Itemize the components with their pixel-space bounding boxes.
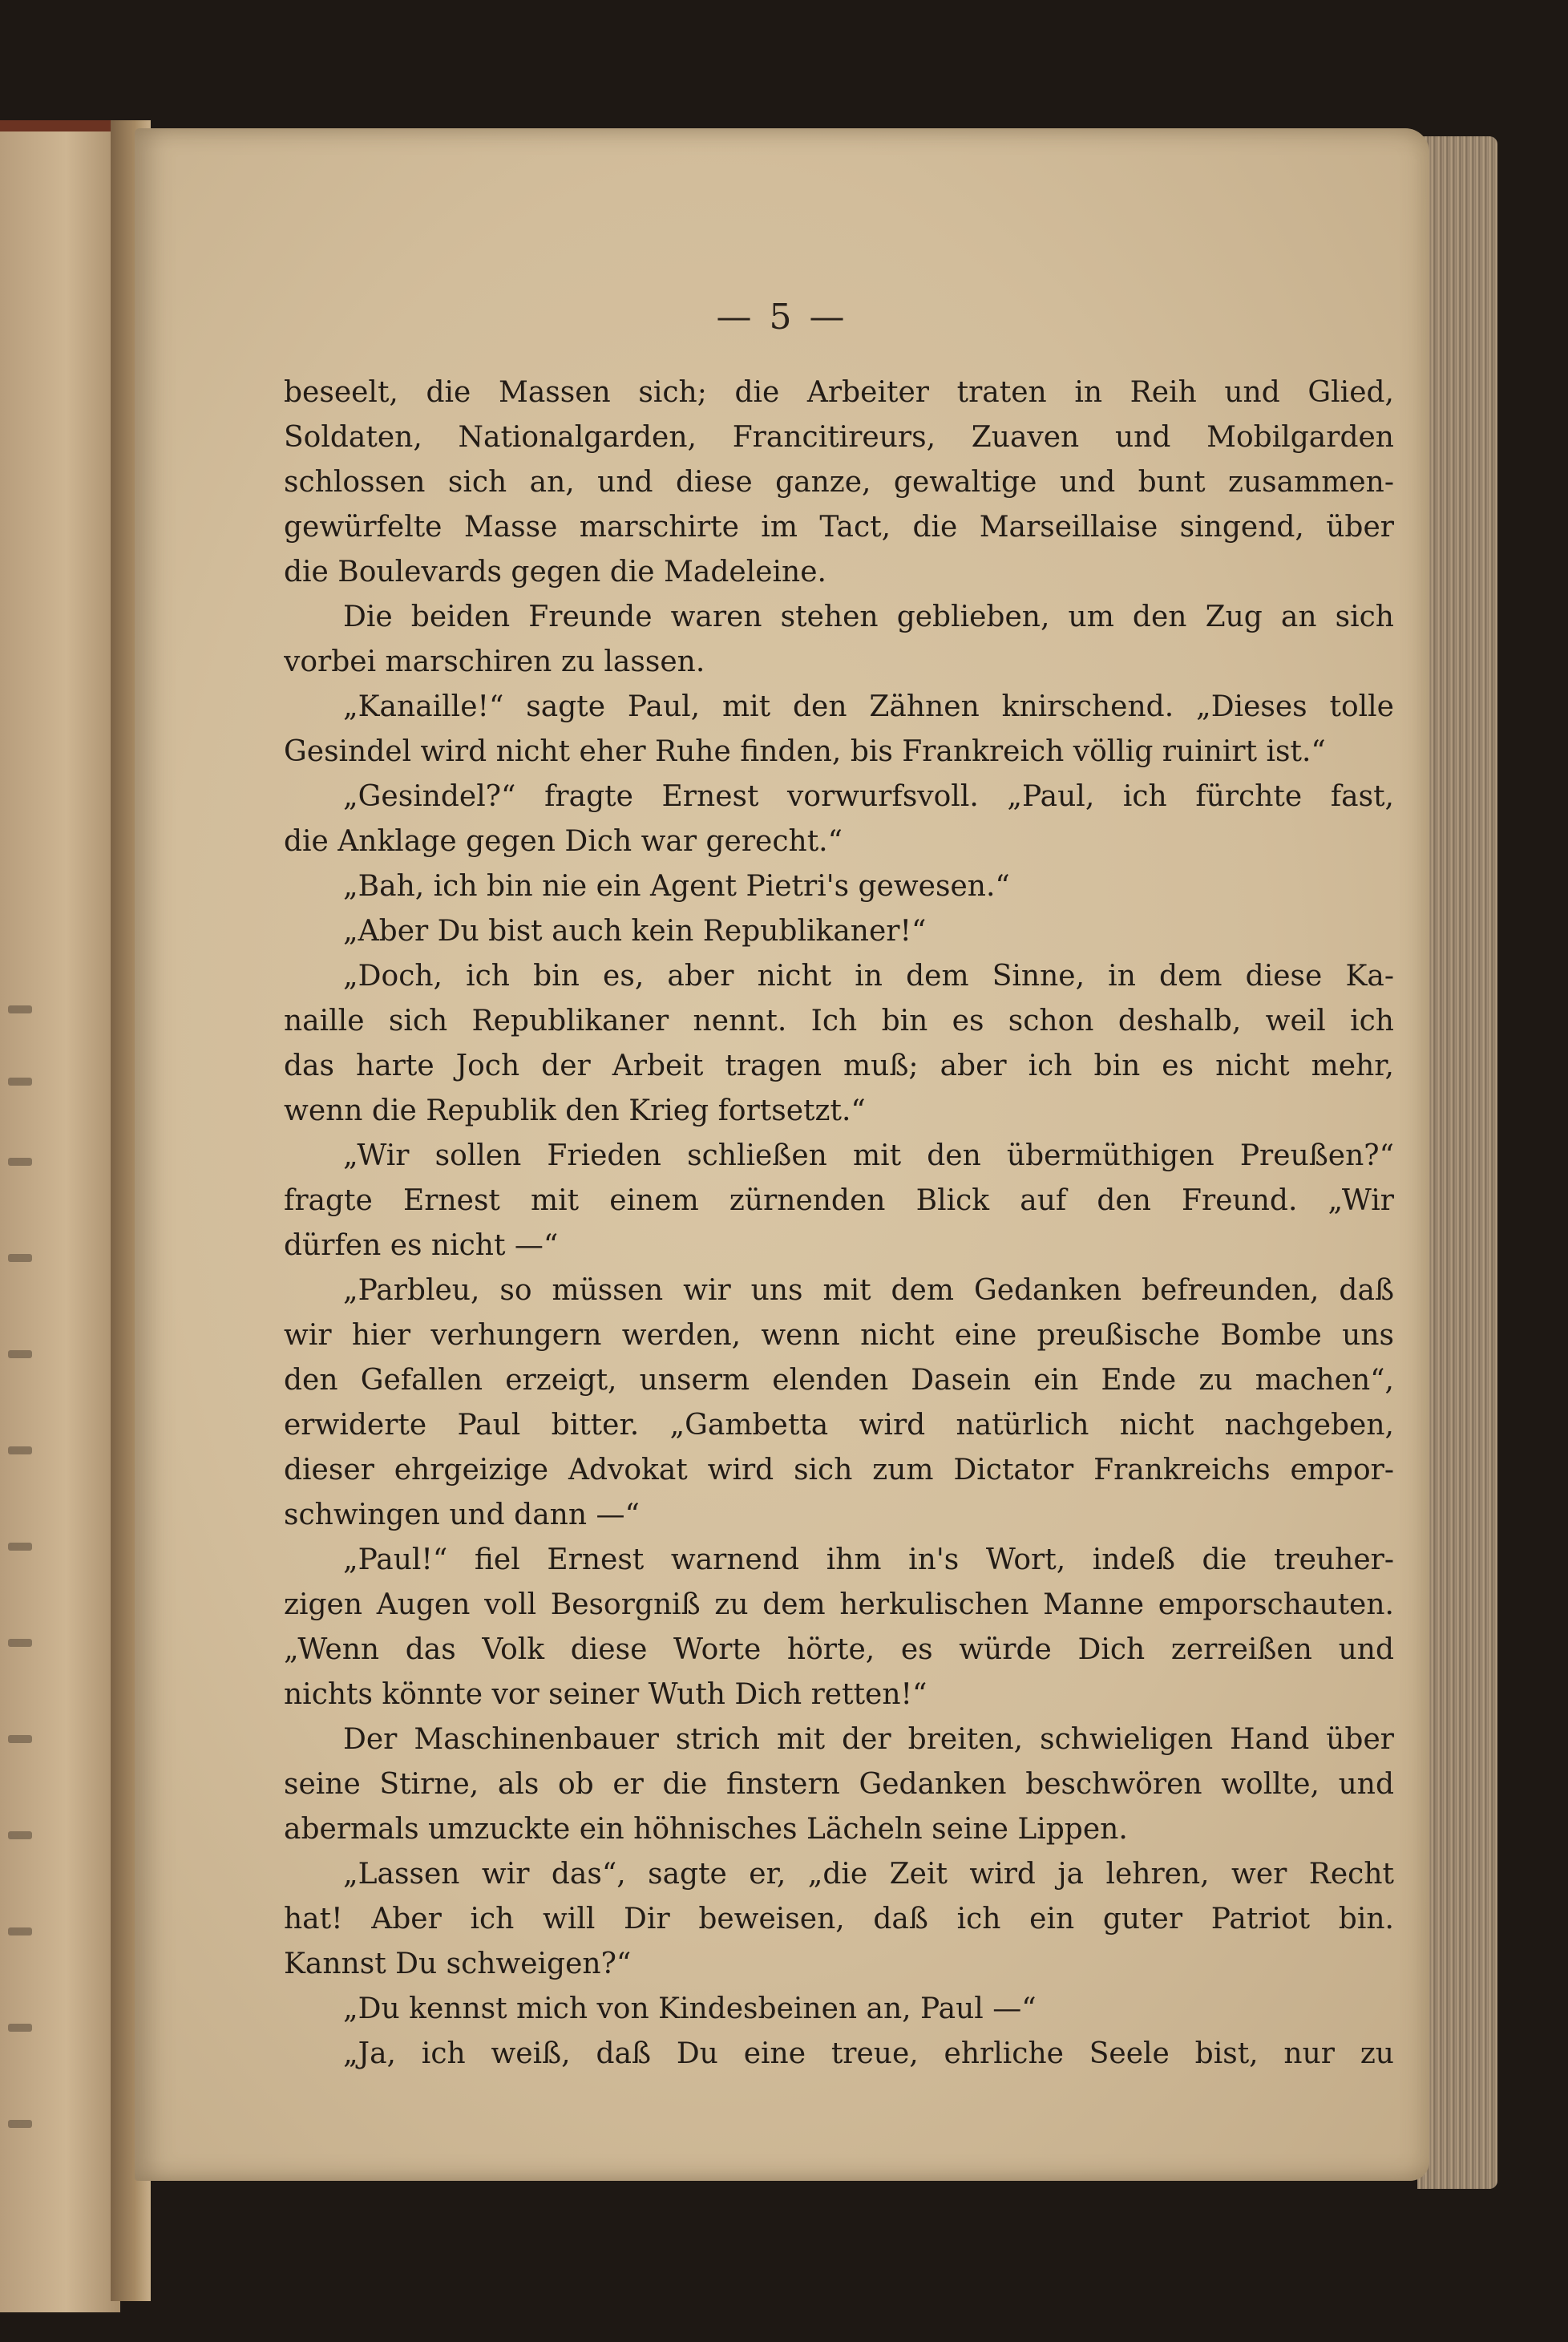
text-line: „Aber Du bist auch kein Republikaner!“ — [343, 915, 927, 948]
text-line: „Gesindel?“ fragte Ernest vorwurfsvoll. „Paul, ich fürchte fast, — [343, 780, 1394, 813]
text-line: den Gefallen erzeigt, unserm elenden Dasein ein Ende zu machen“, — [284, 1364, 1394, 1397]
text-line: wir hier verhungern werden, wenn nicht eine preußische Bombe uns — [284, 1319, 1394, 1352]
text-line: hat! Aber ich will Dir beweisen, daß ich ein guter Patriot bin. — [284, 1903, 1394, 1935]
left-page-text-fragment — [8, 2120, 32, 2128]
book-page — [135, 128, 1429, 2181]
text-line: naille sich Republikaner nennt. Ich bin es schon deshalb, weil ich — [284, 1005, 1394, 1038]
text-line: „Ja, ich weiß, daß Du eine treue, ehrliche Seele bist, nur zu — [343, 2037, 1394, 2070]
left-page-text-fragment — [8, 1831, 32, 1839]
left-page-text-fragment — [8, 1446, 32, 1454]
left-page-text-fragment — [8, 1927, 32, 1935]
text-line: „Paul!“ fiel Ernest warnend ihm in's Wort, indeß die treuher- — [343, 1543, 1394, 1576]
text-line: dürfen es nicht —“ — [284, 1229, 559, 1262]
left-page-text-fragment — [8, 1158, 32, 1166]
text-line: dieser ehrgeizige Advokat wird sich zum Dictator Frankreichs empor- — [284, 1454, 1394, 1487]
text-line: erwiderte Paul bitter. „Gambetta wird natürlich nicht nachgeben, — [284, 1409, 1394, 1442]
page-stack-edge — [1417, 136, 1497, 2189]
text-line: fragte Ernest mit einem zürnenden Blick auf den Freund. „Wir — [284, 1184, 1394, 1217]
text-line: schlossen sich an, und diese ganze, gewaltige und bunt zusammen- — [284, 466, 1394, 499]
text-line: wenn die Republik den Krieg fortsetzt.“ — [284, 1094, 866, 1127]
left-page-text-fragment — [8, 1543, 32, 1551]
text-line: gewürfelte Masse marschirte im Tact, die Marseillaise singend, über — [284, 511, 1394, 544]
text-line: Gesindel wird nicht eher Ruhe finden, bis Frankreich völlig ruinirt ist.“ — [284, 735, 1326, 768]
text-line: beseelt, die Massen sich; die Arbeiter traten in Reih und Glied, — [284, 376, 1394, 409]
left-page-text-fragment — [8, 2024, 32, 2032]
text-line: Der Maschinenbauer strich mit der breiten, schwieligen Hand über — [343, 1723, 1394, 1756]
text-line: schwingen und dann —“ — [284, 1499, 640, 1531]
left-page-text-fragment — [8, 1005, 32, 1013]
page-number: — 5 — — [716, 297, 848, 338]
text-line: Soldaten, Nationalgarden, Francitireurs, Zuaven und Mobilgarden — [284, 421, 1394, 454]
left-page-text-fragment — [8, 1735, 32, 1743]
page-text-block — [284, 370, 1394, 2077]
text-line: Die beiden Freunde waren stehen geblieben, um den Zug an sich — [343, 601, 1394, 633]
text-line: zigen Augen voll Besorgniß zu dem herkulischen Manne emporschauten. — [284, 1588, 1394, 1621]
text-line: „Parbleu, so müssen wir uns mit dem Gedanken befreunden, daß — [343, 1274, 1394, 1307]
text-line: „Doch, ich bin es, aber nicht in dem Sinne, in dem diese Ka- — [343, 960, 1394, 993]
text-line: „Du kennst mich von Kindesbeinen an, Paul —“ — [343, 1992, 1037, 2025]
text-line: abermals umzuckte ein höhnisches Lächeln seine Lippen. — [284, 1813, 1128, 1846]
left-page-text-fragment — [8, 1639, 32, 1647]
text-line: Kannst Du schweigen?“ — [284, 1948, 632, 1980]
text-line: die Anklage gegen Dich war gerecht.“ — [284, 825, 843, 858]
text-line: „Wenn das Volk diese Worte hörte, es würde Dich zerreißen und — [284, 1633, 1394, 1666]
text-line: „Kanaille!“ sagte Paul, mit den Zähnen knirschend. „Dieses tolle — [343, 690, 1394, 723]
left-page-text-fragment — [8, 1078, 32, 1086]
text-line: vorbei marschiren zu lassen. — [284, 645, 705, 678]
text-line: „Lassen wir das“, sagte er, „die Zeit wird ja lehren, wer Recht — [343, 1858, 1394, 1891]
left-page-text-fragment — [8, 1254, 32, 1262]
text-line: die Boulevards gegen die Madeleine. — [284, 556, 826, 589]
text-line: „Wir sollen Frieden schließen mit den übermüthigen Preußen?“ — [343, 1139, 1394, 1172]
text-line: das harte Joch der Arbeit tragen muß; aber ich bin es nicht mehr, — [284, 1050, 1394, 1082]
text-line: nichts könnte vor seiner Wuth Dich retten!“ — [284, 1678, 927, 1711]
left-page-text-fragment — [8, 1350, 32, 1358]
text-line: „Bah, ich bin nie ein Agent Pietri's gewesen.“ — [343, 870, 1010, 903]
text-line: seine Stirne, als ob er die finstern Gedanken beschwören wollte, und — [284, 1768, 1394, 1801]
left-page-edge — [0, 120, 120, 2312]
